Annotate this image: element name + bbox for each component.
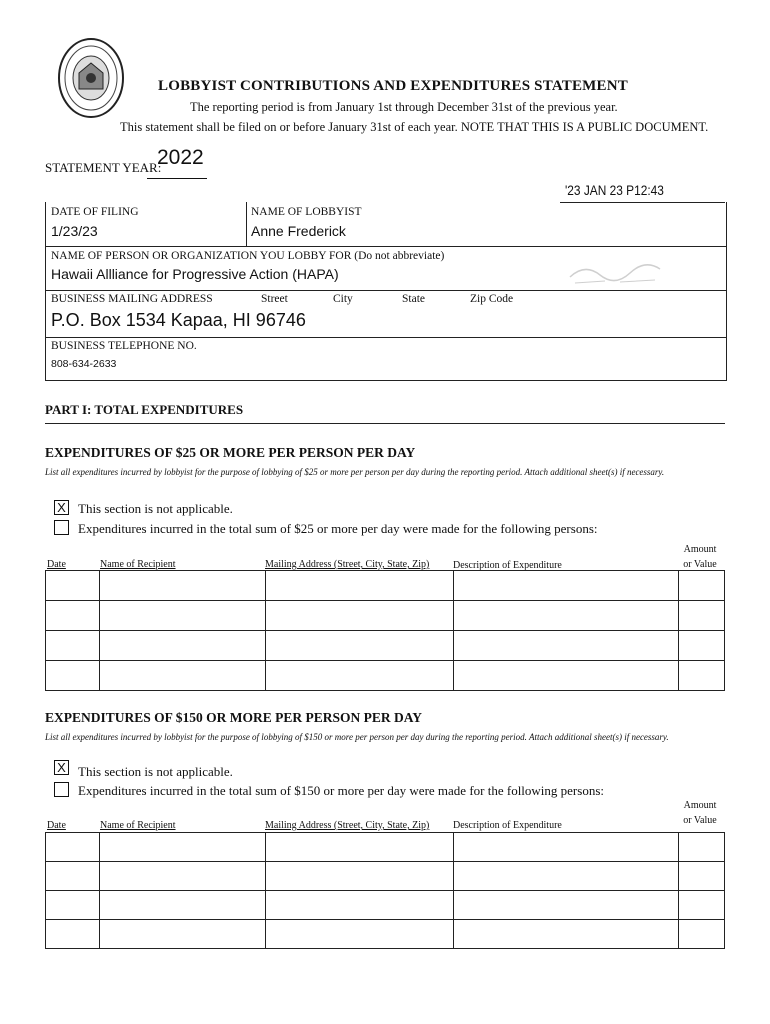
amount-cell[interactable] [679,891,725,920]
description-cell[interactable] [454,833,679,862]
col-amount: Amount [683,544,717,555]
col-amount: Amount [683,800,717,811]
part1-rule [45,423,725,424]
date-cell[interactable] [46,862,100,891]
table-row [46,571,725,601]
amount-cell[interactable] [679,920,725,949]
date-cell[interactable] [46,571,100,601]
table-row [46,891,725,920]
lobbyist-name-value: Anne Frederick [251,223,346,239]
organization-label: NAME OF PERSON OR ORGANIZATION YOU LOBBY FOR (Do not abbreviate) [51,250,445,262]
amount-cell[interactable] [679,571,725,601]
date-of-filing-value: 1/23/23 [51,223,98,239]
state-label: State [402,293,425,305]
section-25-not-applicable-checkbox[interactable]: X [54,500,69,515]
section-150-not-applicable-label: This section is not applicable. [78,764,233,779]
col-date: Date [47,820,66,831]
recipient-cell[interactable] [100,661,266,691]
section-25-title: EXPENDITURES OF $25 OR MORE PER PERSON PER DAY [45,445,416,460]
address-cell[interactable] [266,891,454,920]
amount-cell[interactable] [679,661,725,691]
date-cell[interactable] [46,631,100,661]
address-cell[interactable] [266,631,454,661]
reporting-period-text: The reporting period is from January 1st through December 31st of the previous year. [190,100,618,114]
description-cell[interactable] [454,920,679,949]
statement-year-label: STATEMENT YEAR: [45,160,162,175]
filing-note-text: This statement shall be filed on or before January 31st of each year. NOTE THAT THIS IS A PUBLIC DOCUMENT. [120,120,709,134]
amount-cell[interactable] [679,601,725,631]
recipient-cell[interactable] [100,891,266,920]
address-cell[interactable] [266,862,454,891]
col-recipient: Name of Recipient [100,820,176,831]
col-value: or Value [683,815,717,826]
table-row [46,862,725,891]
recipient-cell[interactable] [100,571,266,601]
col-description: Description of Expenditure [453,820,562,831]
description-cell[interactable] [454,601,679,631]
date-cell[interactable] [46,920,100,949]
form-title: LOBBYIST CONTRIBUTIONS AND EXPENDITURES STATEMENT [158,78,628,94]
table-row [46,631,725,661]
city-label: City [333,293,353,305]
mailing-address-label: BUSINESS MAILING ADDRESS [51,293,213,305]
col-date: Date [47,559,66,570]
recipient-cell[interactable] [100,631,266,661]
statement-year-underline [147,178,207,179]
description-cell[interactable] [454,661,679,691]
date-cell[interactable] [46,891,100,920]
address-cell[interactable] [266,661,454,691]
date-of-filing-label: DATE OF FILING [51,206,139,218]
date-cell[interactable] [46,601,100,631]
zip-code-label: Zip Code [470,293,514,305]
col-description: Description of Expenditure [453,560,562,571]
table-row [46,661,725,691]
col-address: Mailing Address (Street, City, State, Zip) [265,559,430,570]
recipient-cell[interactable] [100,920,266,949]
col-value: or Value [683,559,717,570]
section-25-incurred-label: Expenditures incurred in the total sum of $25 or more per day were made for the following persons: [78,521,598,536]
table-row [46,601,725,631]
section-25-not-applicable-label: This section is not applicable. [78,501,233,516]
amount-cell[interactable] [679,862,725,891]
description-cell[interactable] [454,862,679,891]
amount-cell[interactable] [679,833,725,862]
amount-cell[interactable] [679,631,725,661]
date-cell[interactable] [46,661,100,691]
filing-info-box [45,202,727,381]
phone-value: 808-634-2633 [51,358,117,370]
address-cell[interactable] [266,571,454,601]
recipient-cell[interactable] [100,601,266,631]
table-row [46,833,725,862]
lobbyist-name-label: NAME OF LOBBYIST [251,206,362,218]
section-150-incurred-label: Expenditures incurred in the total sum of $150 or more per day were made for the following persons: [78,783,604,798]
section-25-note: List all expenditures incurred by lobbyist for the purpose of lobbying of $25 or more per person per day during the reporting period. Attach additional sheet(s) if necessary. [45,467,665,477]
date-cell[interactable] [46,833,100,862]
section-25-incurred-checkbox[interactable] [54,520,69,535]
section-150-title: EXPENDITURES OF $150 OR MORE PER PERSON PER DAY [45,710,423,725]
recipient-cell[interactable] [100,862,266,891]
street-label: Street [261,293,288,305]
recipient-cell[interactable] [100,833,266,862]
section-150-table [45,832,725,949]
section-150-not-applicable-checkbox[interactable]: X [54,760,69,775]
section-150-note: List all expenditures incurred by lobbyist for the purpose of lobbying of $150 or more per person per day during the reporting period. Attach additional sheet(s) if necessary. [45,732,669,742]
table-row [46,920,725,949]
address-cell[interactable] [266,833,454,862]
address-cell[interactable] [266,920,454,949]
col-address: Mailing Address (Street, City, State, Zip) [265,820,430,831]
description-cell[interactable] [454,571,679,601]
description-cell[interactable] [454,631,679,661]
col-recipient: Name of Recipient [100,559,176,570]
address-cell[interactable] [266,601,454,631]
organization-value: Hawaii Allliance for Progressive Action (HAPA) [51,266,339,282]
description-cell[interactable] [454,891,679,920]
mailing-address-value: P.O. Box 1534 Kapaa, HI 96746 [51,310,306,330]
received-stamp: '23 JAN 23 P12:43 [565,182,664,198]
section-25-table [45,570,725,691]
phone-label: BUSINESS TELEPHONE NO. [51,340,197,352]
section-150-incurred-checkbox[interactable] [54,782,69,797]
part1-title: PART I: TOTAL EXPENDITURES [45,402,244,417]
statement-year-value: 2022 [157,146,204,169]
